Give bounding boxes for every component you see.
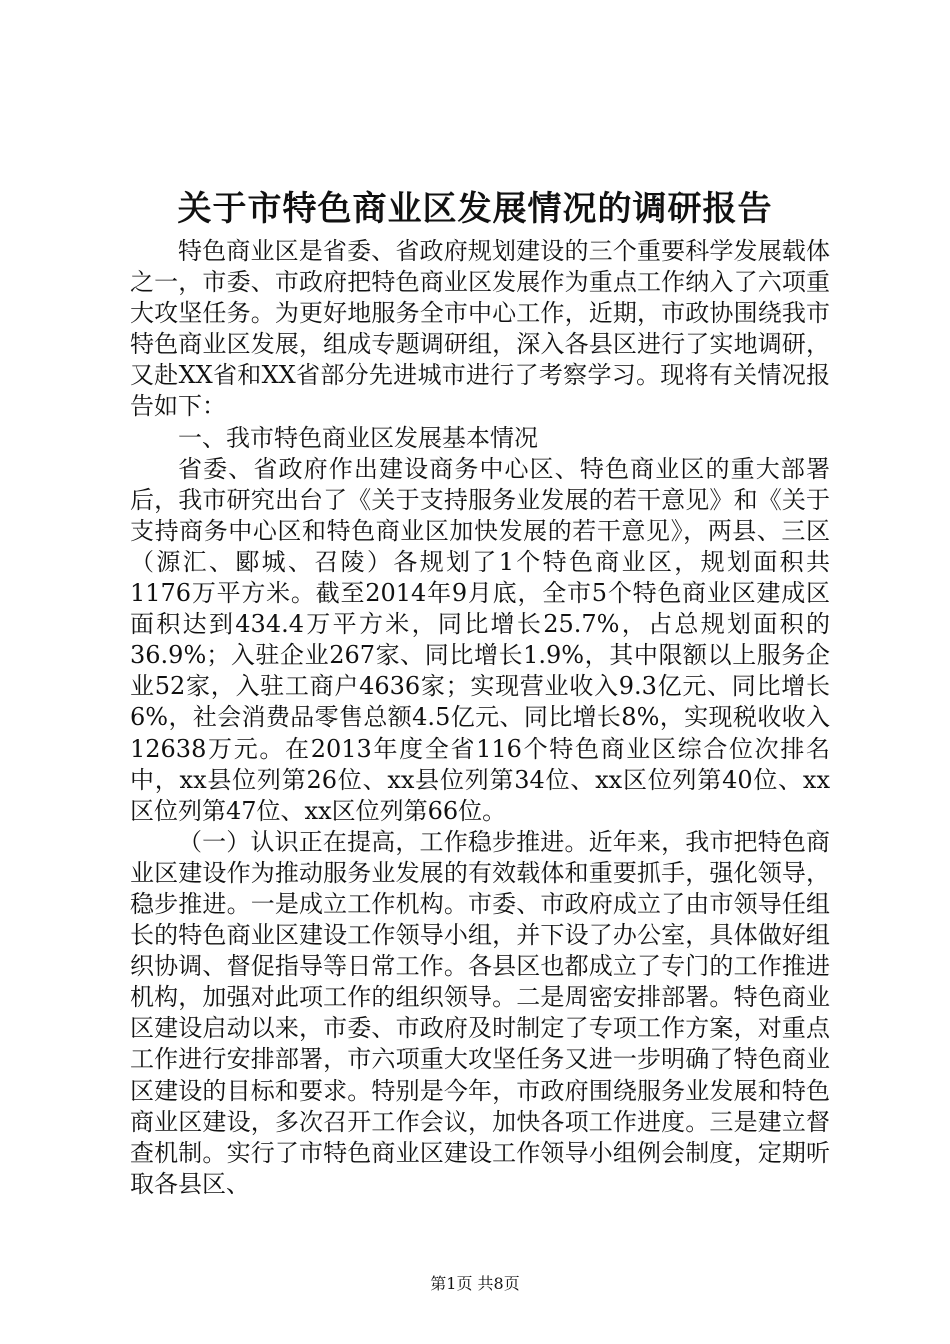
- paragraph-basic-situation: 省委、省政府作出建设商务中心区、特色商业区的重大部署后，我市研究出台了《关于支持服务业发展的若干意见》和《关于支持商务中心区和特色商业区加快发展的若干意见》，两县、三区（源汇、郾城、召陵）各规划了1个特色商业区，规划面积共1176万平方米。截至2014年9月底，全市5个特色商业区建成区面积达到434.4万平方米，同比增长25.7%，占总规划面积的36.9%；入驻企业267家、同比增长1.9%，其中限额以上服务企业52家，入驻工商户4636家；实现营业收入9.3亿元、同比增长6%，社会消费品零售总额4.5亿元、同比增长8%，实现税收收入12638万元。在2013年度全省116个特色商业区综合位次排名中，xx县位列第26位、xx县位列第34位、xx区位列第40位、xx区位列第47位、xx区位列第66位。: [130, 454, 830, 825]
- document-body: [130, 236, 830, 1200]
- page-footer: 第1页 共8页: [430, 1274, 520, 1293]
- document-title: 关于市特色商业区发展情况的调研报告: [177, 189, 773, 229]
- paragraph-subsection-1: （一）认识正在提高，工作稳步推进。近年来，我市把特色商业区建设作为推动服务业发展的有效载体和重要抓手，强化领导，稳步推进。一是成立工作机构。市委、市政府成立了由市领导任组长的特色商业区建设工作领导小组，并下设了办公室，具体做好组织协调、督促指导等日常工作。各县区也都成立了专门的工作推进机构，加强对此项工作的组织领导。二是周密安排部署。特色商业区建设启动以来，市委、市政府及时制定了专项工作方案，对重点工作进行安排部署，市六项重大攻坚任务又进一步明确了特色商业区建设的目标和要求。特别是今年，市政府围绕服务业发展和特色商业区建设，多次召开工作会议，加快各项工作进度。三是建立督查机制。实行了市特色商业区建设工作领导小组例会制度，定期听取各县区、: [130, 827, 830, 1198]
- section-heading-1: 一、我市特色商业区发展基本情况: [178, 423, 538, 452]
- paragraph-intro: 特色商业区是省委、省政府规划建设的三个重要科学发展载体之一，市委、市政府把特色商业区发展作为重点工作纳入了六项重大攻坚任务。为更好地服务全市中心工作，近期，市政协围绕我市特色商业区发展，组成专题调研组，深入各县区进行了实地调研，又赴XX省和XX省部分先进城市进行了考察学习。现将有关情况报告如下：: [130, 237, 830, 421]
